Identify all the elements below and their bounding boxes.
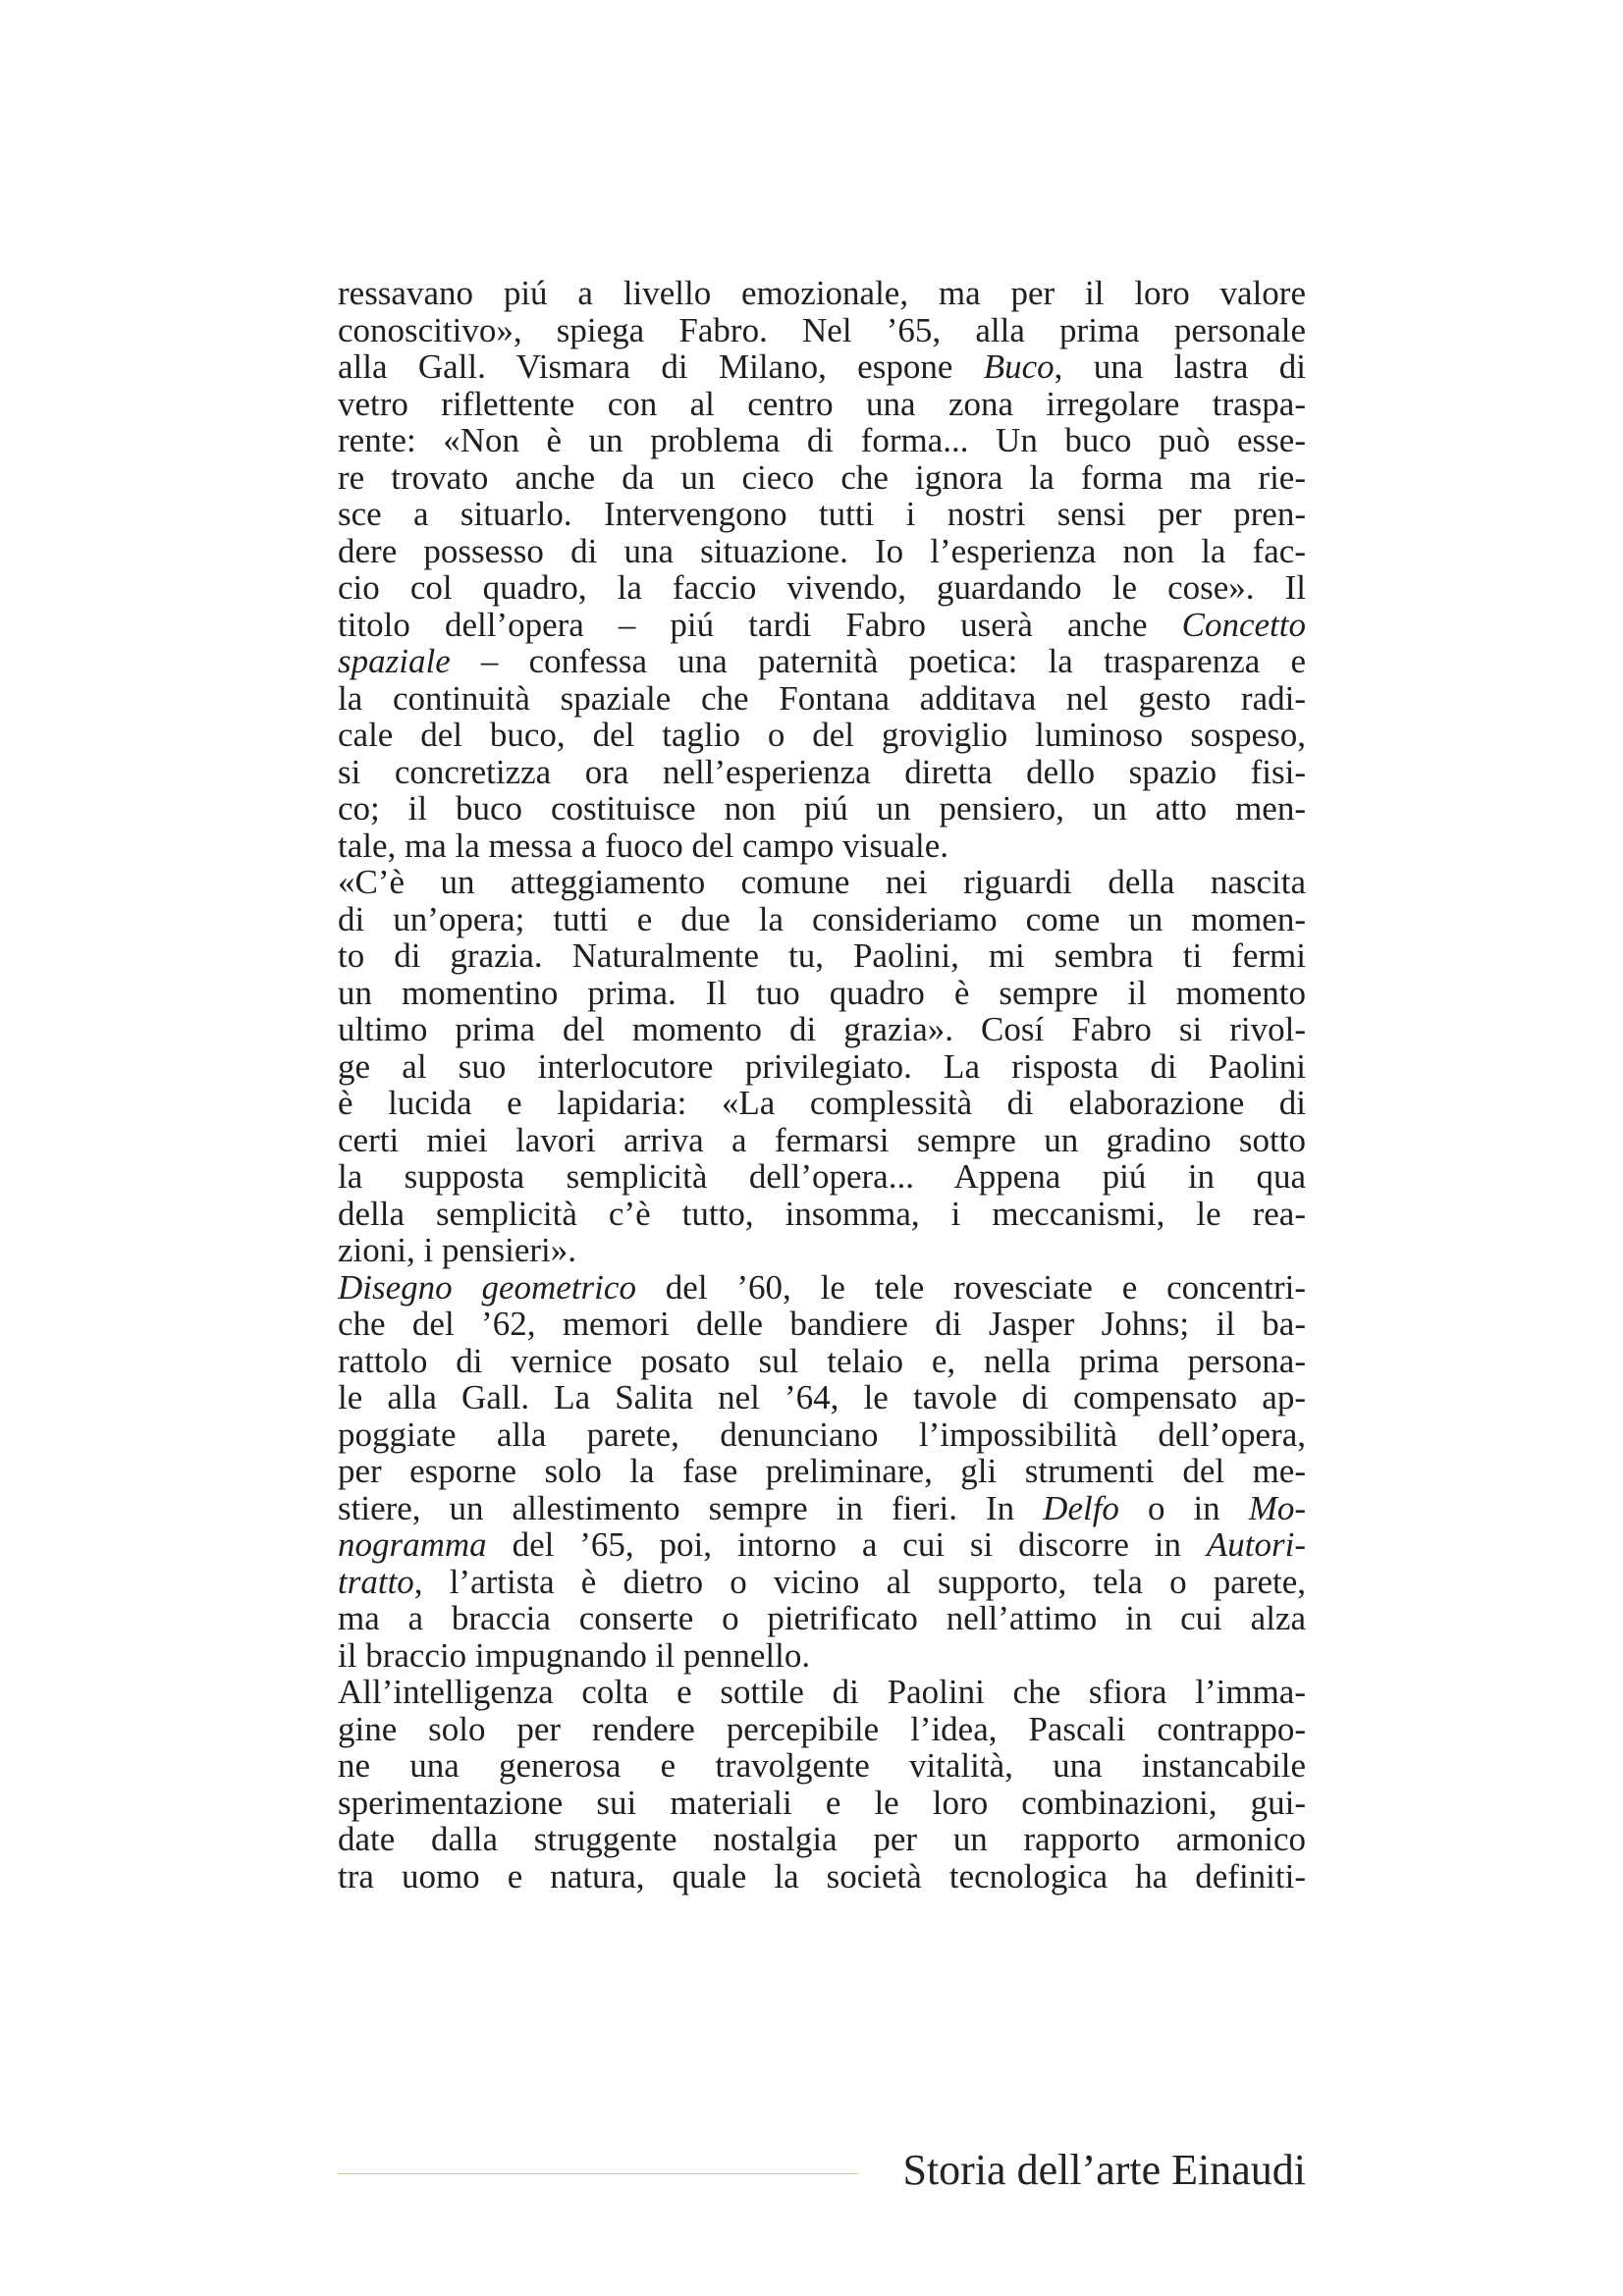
text-line: tratto, l’artista è dietro o vicino al supporto, tela o parete, [338,1562,1306,1601]
text-line: sperimentazione sui materiali e le loro combinazioni, gui- [338,1783,1306,1822]
text-line: ge al suo interlocutore privilegiato. La risposta di Paolini [338,1046,1306,1086]
text-line: sce a situarlo. Intervengono tutti i nostri sensi per pren- [338,495,1306,533]
text-line: zioni, i pensieri». [338,1231,577,1269]
text-line: gine solo per rendere percepibile l’idea, Pascali contrappo- [338,1709,1306,1748]
text-line: rattolo di vernice posato sul telaio e, nella prima persona- [338,1341,1306,1380]
text-line: la supposta semplicità dell’opera... Appena piú in qua [338,1157,1306,1196]
text-line: il braccio impugnando il pennello. [338,1635,811,1675]
text-line: che del ’62, memori delle bandiere di Jasper Johns; il ba- [338,1305,1306,1343]
text-line: re trovato anche da un cieco che ignora la forma ma rie- [338,457,1306,497]
text-line: di un’opera; tutti e due la consideriamo come un momen- [338,899,1306,938]
text-line: tra uomo e natura, quale la società tecnologica ha definiti- [338,1856,1306,1896]
text-line: titolo dell’opera – piú tardi Fabro userà anche Concetto [338,605,1306,644]
footer-title: Storia dell’arte Einaudi [902,2146,1306,2194]
text-line: dere possesso di una situazione. Io l’esperienza non la fac- [338,531,1306,570]
footer-rule [338,2173,858,2174]
text-line: vetro riflettente con al centro una zona irregolare traspa- [338,384,1306,423]
text-line: certi miei lavori arriva a fermarsi sempre un gradino sotto [338,1120,1306,1159]
text-line: «C’è un atteggiamento comune nei riguardi della nascita [338,863,1306,901]
text-line: ressavano piú a livello emozionale, ma per il loro valore [338,274,1306,312]
text-line: le alla Gall. La Salita nel ’64, le tavole di compensato ap- [338,1378,1306,1416]
body-text [338,275,1306,1895]
text-line: tale, ma la messa a fuoco del campo visuale. [338,826,948,865]
text-line: to di grazia. Naturalmente tu, Paolini, mi sembra ti fermi [338,936,1306,975]
text-line: stiere, un allestimento sempre in fieri. In Delfo o in Mo- [338,1488,1306,1527]
text-line: cio col quadro, la faccio vivendo, guardando le cose». Il [338,568,1306,607]
text-line: Disegno geometrico del ’60, le tele rovesciate e concentri- [338,1267,1307,1307]
text-line: della semplicità c’è tutto, insomma, i meccanismi, le rea- [338,1194,1306,1233]
text-line: è lucida e lapidaria: «La complessità di elaborazione di [338,1084,1306,1122]
text-line: co; il buco costituisce non piú un pensiero, un atto men- [338,789,1306,828]
text-line: poggiate alla parete, denunciano l’impossibilità dell’opera, [338,1415,1306,1454]
text-line: date dalla struggente nostalgia per un rapporto armonico [338,1820,1306,1858]
text-line: ultimo prima del momento di grazia». Cosí Fabro si rivol- [338,1010,1306,1048]
text-line: alla Gall. Vismara di Milano, espone Buco, una lastra di [338,347,1306,386]
text-line: All’intelligenza colta e sottile di Paolini che sfiora l’imma- [338,1673,1306,1711]
text-line: la continuità spaziale che Fontana additava nel gesto radi- [338,678,1306,718]
text-line: per esporne solo la fase preliminare, gli strumenti del me- [338,1452,1306,1490]
text-line: nogramma del ’65, poi, intorno a cui si discorre in Autori- [338,1525,1306,1564]
text-line: ma a braccia conserte o pietrificato nell’attimo in cui alza [338,1599,1306,1637]
text-line: conoscitivo», spiega Fabro. Nel ’65, alla prima personale [338,310,1306,349]
text-line: cale del buco, del taglio o del groviglio luminoso sospeso, [338,716,1306,754]
text-line: si concretizza ora nell’esperienza diretta dello spazio fisi- [338,752,1306,791]
text-line: rente: «Non è un problema di forma... Un buco può esse- [338,421,1306,459]
text-line: un momentino prima. Il tuo quadro è sempre il momento [338,973,1306,1012]
text-line: ne una generosa e travolgente vitalità, una instancabile [338,1746,1306,1785]
text-line: spaziale – confessa una paternità poetica: la trasparenza e [338,642,1306,680]
